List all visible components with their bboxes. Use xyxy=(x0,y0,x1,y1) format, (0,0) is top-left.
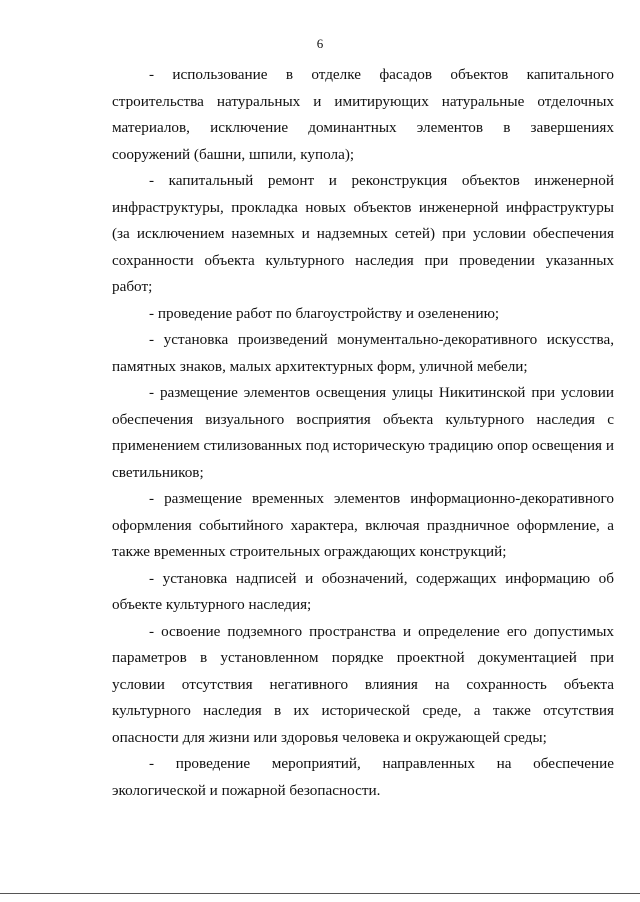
page-bottom-rule xyxy=(0,893,640,894)
page-number: 6 xyxy=(316,36,324,51)
paragraph-underground-space: - освоение подземного пространства и определение его допустимых параметров в установленном порядке проектной документацией при условии отсутствия негативного влияния на сохранность объекта культурного наследия в их исторической среде, а также отсутствия опасности для жизни или здоровья человека и окружающей среды; xyxy=(112,622,614,746)
document-body xyxy=(112,62,614,804)
paragraph-inscriptions: - установка надписей и обозначений, содержащих информацию об объекте культурного наследия; xyxy=(112,569,614,613)
paragraph-street-lighting: - размещение элементов освещения улицы Никитинской при условии обеспечения визуального восприятия объекта культурного наследия с применением стилизованных под историческую традицию опор освещения и светильников; xyxy=(112,384,614,481)
paragraph-temporary-decoration: - размещение временных элементов информационно-декоративного оформления событийного характера, включая праздничное оформление, а также временных строительных ограждающих конструкций; xyxy=(112,490,614,560)
paragraph-ecological-fire-safety: - проведение мероприятий, направленных на обеспечение экологической и пожарной безопасности. xyxy=(112,755,614,799)
paragraph-landscaping: - проведение работ по благоустройству и озеленению; xyxy=(149,304,500,322)
paragraph-monuments-furniture: - установка произведений монументально-декоративного искусства, памятных знаков, малых архитектурных форм, уличной мебели; xyxy=(112,331,614,375)
paragraph-facade-finishing: - использование в отделке фасадов объектов капитального строительства натуральных и имитирующих натуральные отделочных материалов, исключение доминантных элементов в завершениях сооружений (башни, шпили, купола); xyxy=(112,66,614,163)
paragraph-engineering-infrastructure: - капитальный ремонт и реконструкция объектов инженерной инфраструктуры, прокладка новых объектов инженерной инфраструктуры (за исключением наземных и надземных сетей) при условии обеспечения сохранности объекта культурного наследия при проведении указанных работ; xyxy=(112,172,614,295)
